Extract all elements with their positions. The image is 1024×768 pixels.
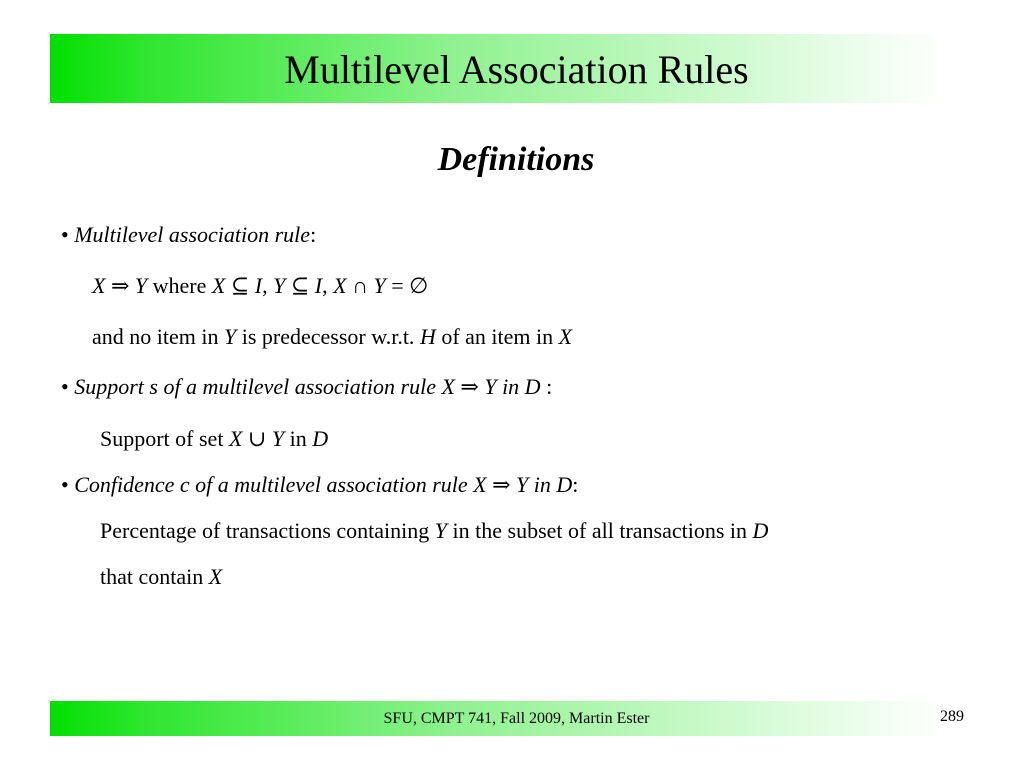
intersection-symbol: ∩ [352, 273, 368, 298]
footer-credit: SFU, CMPT 741, Fall 2009, Martin Ester [383, 710, 650, 727]
bullet-marker: • [61, 222, 69, 247]
var-y: Y [434, 518, 448, 543]
text-segment: Percentage of transactions containing [100, 518, 435, 543]
text-segment: that contain [100, 564, 209, 589]
text-segment: in the subset of all transactions in [447, 518, 753, 543]
text-segment: is predecessor w.r.t. [236, 324, 420, 349]
slide-subtitle: Definitions [437, 141, 595, 178]
var-y: Y [134, 273, 148, 298]
bullet-marker: • [61, 472, 69, 497]
empty-set-symbol: ∅ [409, 273, 429, 298]
comma: , [322, 273, 334, 298]
equals-symbol: = [391, 273, 404, 298]
predecessor-condition [92, 323, 572, 351]
var-h: H [419, 324, 436, 349]
slide-title: Multilevel Association Rules [284, 47, 749, 92]
text-segment: and no item in [92, 324, 224, 349]
rule-formula [92, 272, 428, 300]
var-d: D [312, 426, 329, 451]
support-definition [100, 425, 328, 453]
confidence-definition-line1 [100, 517, 768, 545]
union-symbol: ∪ [247, 426, 267, 451]
var-y: Y [373, 273, 386, 298]
colon: : [572, 472, 579, 497]
implies-symbol: ⇒ [110, 273, 130, 298]
text-segment: Support of set [100, 426, 229, 451]
var-x: X [208, 564, 223, 589]
confidence-definition-line2 [100, 563, 222, 591]
colon: : [540, 374, 553, 399]
comma: , [262, 273, 274, 298]
var-y: Y [223, 324, 237, 349]
var-d: D [752, 518, 769, 543]
bullet-confidence [61, 471, 578, 499]
var-x: X [333, 273, 347, 298]
var-i: I [314, 273, 323, 298]
text-segment: of an item in [435, 324, 559, 349]
bullet-support [61, 373, 552, 401]
var-y: Y [271, 426, 285, 451]
term-multilevel-association-rule: Multilevel association rule [74, 222, 311, 247]
bullet-marker: • [61, 374, 69, 399]
var-x: X [92, 273, 106, 298]
where-text: where [147, 273, 212, 298]
var-x: X [211, 273, 226, 298]
colon: : [310, 222, 317, 247]
term-support: Support s of a multilevel association rule X ⇒ Y in D [74, 374, 541, 399]
var-x: X [558, 324, 573, 349]
page-number: 289 [940, 708, 964, 725]
bullet-multilevel-rule [61, 221, 316, 249]
var-y: Y [273, 273, 286, 298]
subset-symbol: ⊆ [230, 273, 250, 298]
var-i: I [254, 273, 263, 298]
text-segment: in [284, 426, 313, 451]
subset-symbol: ⊆ [290, 273, 310, 298]
var-x: X [228, 426, 243, 451]
term-confidence: Confidence c of a multilevel association rule X ⇒ Y in D [74, 472, 573, 497]
